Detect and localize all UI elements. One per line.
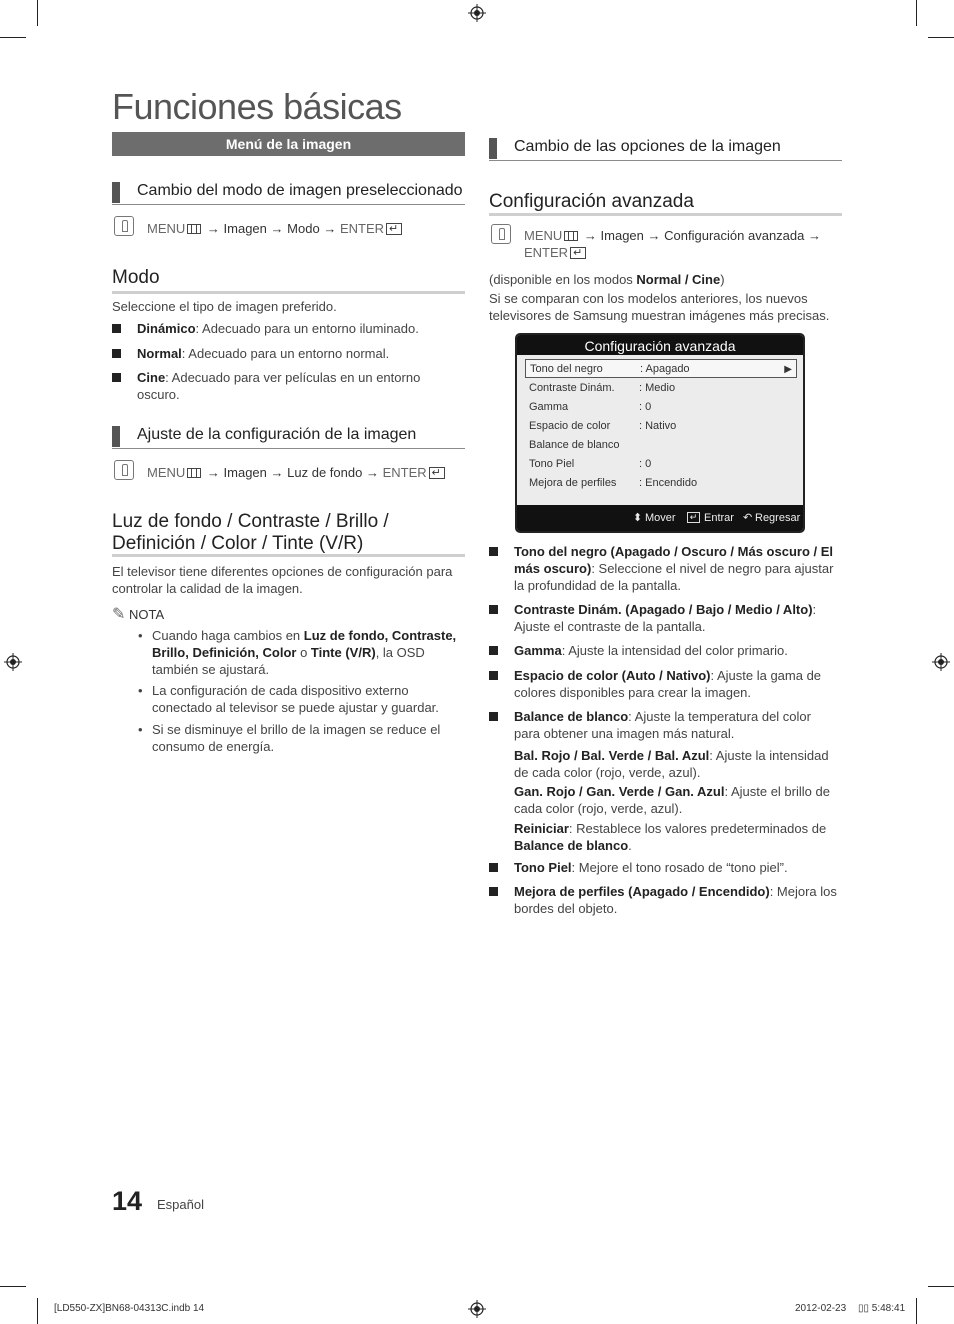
- registration-mark-icon: [468, 1300, 486, 1318]
- osd-row[interactable]: [525, 359, 797, 378]
- list-item: Tono del negro (Apagado / Oscuro / Más oscuro / El más oscuro): Seleccione el nivel de negro para ajustar la profundidad de la pantalla.: [489, 543, 839, 594]
- osd-row[interactable]: Gamma : 0: [529, 401, 652, 413]
- availability-note: (disponible en los modos Normal / Cine): [489, 272, 725, 287]
- crop-mark: [928, 1286, 954, 1287]
- arrow: →: [323, 221, 337, 236]
- list-item: Contraste Dinám. (Apagado / Bajo / Medio / Alto): Ajuste el contraste de la pantalla.: [489, 601, 839, 635]
- osd-body: [517, 355, 803, 507]
- enter-icon: [386, 223, 402, 235]
- note-item: • Cuando haga cambios en Luz de fondo, Contraste, Brillo, Definición, Color o Tinte (V/R), la OSD también se ajustará.: [138, 627, 466, 678]
- menu-step: Luz de fondo: [287, 465, 363, 480]
- note-item: • Si se disminuye el brillo de la imagen se reduce el consumo de energía.: [138, 721, 458, 755]
- subsection-heading-image-options: Cambio de las opciones de la imagen: [489, 137, 842, 161]
- enter-icon: [570, 247, 586, 259]
- page-language: Español: [157, 1197, 204, 1212]
- list-item: Tono Piel: Mejore el tono rosado de “tono piel”.: [489, 859, 839, 876]
- remote-hand-icon: [114, 216, 134, 236]
- sub-item: Bal. Rojo / Bal. Verde / Bal. Azul: Ajuste la intensidad de cada color (rojo, verde, azul).: [514, 748, 829, 780]
- heading-line: Luz de fondo / Contraste / Brillo /: [112, 511, 389, 532]
- list-item: Mejora de perfiles (Apagado / Encendido): Mejora los bordes del objeto.: [489, 883, 839, 917]
- arrow: →: [206, 221, 220, 236]
- osd-row[interactable]: Contraste Dinám. : Medio: [529, 382, 676, 394]
- arrow: →: [583, 228, 597, 243]
- menu-step: Imagen: [223, 465, 267, 480]
- arrow: →: [270, 221, 284, 236]
- arrow-right-icon: ▶: [784, 364, 792, 375]
- menu-label: MENU: [147, 221, 186, 236]
- registration-mark-icon: [468, 4, 486, 22]
- arrow: →: [808, 228, 821, 243]
- menu-step: Configuración avanzada: [664, 228, 805, 243]
- menu-label: MENU: [524, 228, 563, 243]
- menu-step: Modo: [287, 221, 320, 236]
- section-banner: Menú de la imagen: [112, 132, 465, 156]
- arrow: →: [270, 465, 284, 480]
- menu-path: [147, 220, 402, 237]
- osd-advanced-settings: [515, 333, 805, 533]
- list-item: Gamma: Ajuste la intensidad del color primario.: [489, 642, 839, 659]
- osd-hint-entrar: Entrar: [704, 512, 734, 524]
- enter-label: ENTER: [524, 245, 569, 260]
- pencil-icon: ✎: [112, 606, 126, 623]
- enter-label: ENTER: [339, 221, 384, 236]
- arrow: →: [365, 465, 379, 480]
- menu-path: [147, 464, 445, 481]
- list-item: Cine: Adecuado para ver películas en un entorno oscuro.: [112, 369, 432, 403]
- subsection-heading-preset-mode: Cambio del modo de imagen preseleccionado: [112, 181, 465, 205]
- note-label: NOTA: [129, 607, 165, 622]
- menu-icon: [187, 468, 201, 478]
- remote-hand-icon: [114, 460, 134, 480]
- heading-line: Definición / Color / Tinte (V/R): [112, 533, 364, 554]
- list-item: Balance de blanco: Ajuste la temperatura del color para obtener una imagen más natural.: [489, 708, 829, 742]
- heading-configuracion-avanzada: Configuración avanzada: [489, 191, 842, 216]
- list-item: Normal: Adecuado para un entorno normal.: [112, 345, 465, 362]
- menu-icon: [187, 224, 201, 234]
- return-icon: ↶: [743, 512, 753, 524]
- note-heading: [112, 604, 164, 624]
- luz-intro: El televisor tiene diferentes opciones de configuración para controlar la calidad de la imagen.: [112, 564, 453, 596]
- crop-mark: [0, 37, 26, 38]
- note-item: • La configuración de cada dispositivo externo conectado al televisor se puede ajustar y guardar.: [138, 682, 458, 716]
- comparison-text: Si se comparan con los modelos anteriores, los nuevos televisores de Samsung muestran imágenes más precisas.: [489, 291, 830, 323]
- registration-mark-icon: [932, 653, 950, 671]
- menu-label: MENU: [147, 465, 186, 480]
- osd-value: : Apagado: [640, 363, 690, 375]
- crop-mark: [37, 1298, 38, 1324]
- list-item: Dinámico: Adecuado para un entorno iluminado.: [112, 320, 465, 337]
- heading-modo: Modo: [112, 267, 465, 294]
- enter-icon: ↵: [687, 512, 700, 523]
- menu-path: [524, 227, 842, 261]
- updown-icon: ⬍: [633, 512, 643, 524]
- sub-item: Gan. Rojo / Gan. Verde / Gan. Azul: Ajuste el brillo de cada color (rojo, verde, azul).: [514, 784, 830, 816]
- crop-mark: [0, 1286, 26, 1287]
- osd-hint-regresar: Regresar: [755, 512, 801, 524]
- osd-key: Tono del negro: [530, 363, 603, 375]
- enter-label: ENTER: [382, 465, 427, 480]
- arrow: →: [647, 228, 661, 243]
- osd-hint-mover: Mover: [645, 512, 676, 524]
- slug-file: [LD550-ZX]BN68-04313C.indb 14: [54, 1303, 205, 1314]
- osd-row[interactable]: Mejora de perfiles : Encendido: [529, 477, 698, 489]
- osd-row[interactable]: Balance de blanco: [529, 439, 620, 451]
- osd-row[interactable]: Tono Piel : 0: [529, 458, 652, 470]
- crop-mark: [928, 37, 954, 38]
- crop-mark: [916, 0, 917, 26]
- menu-step: Imagen: [600, 228, 644, 243]
- osd-footer: [517, 505, 803, 531]
- menu-step: Imagen: [223, 221, 267, 236]
- enter-icon: [429, 467, 445, 479]
- menu-icon: [564, 231, 578, 241]
- arrow: →: [206, 465, 220, 480]
- slug-date: 2012-02-23: [795, 1303, 847, 1314]
- osd-row[interactable]: Espacio de color : Nativo: [529, 420, 677, 432]
- page-title: Funciones básicas: [112, 86, 402, 127]
- slug-time: ▯▯ 5:48:41: [858, 1303, 906, 1314]
- heading-luz-de-fondo: [112, 511, 465, 557]
- page-number: 14: [112, 1186, 143, 1216]
- crop-mark: [916, 1298, 917, 1324]
- list-item: Espacio de color (Auto / Nativo): Ajuste la gama de colores disponibles para crear la imagen.: [489, 667, 839, 701]
- modo-intro: Seleccione el tipo de imagen preferido.: [112, 299, 337, 314]
- sub-item: Reiniciar: Restablece los valores predeterminados de Balance de blanco.: [514, 821, 827, 853]
- crop-mark: [37, 0, 38, 26]
- registration-mark-icon: [4, 653, 22, 671]
- remote-hand-icon: [491, 224, 511, 244]
- subsection-heading-image-settings: Ajuste de la configuración de la imagen: [112, 425, 465, 449]
- osd-title: Configuración avanzada: [517, 335, 803, 355]
